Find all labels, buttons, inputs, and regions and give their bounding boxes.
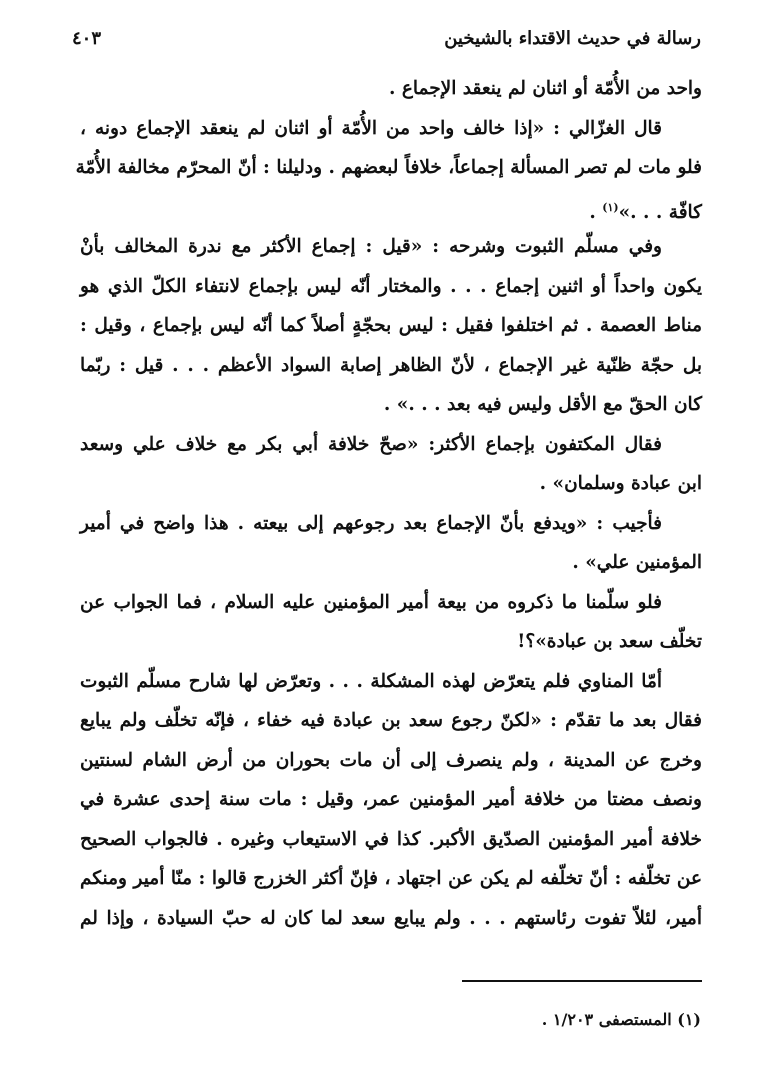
text-line: يكون واحداً أو اثنين إجماع . . . والمختار أنّه ليس بإجماع لانتفاء الكلّ الذي هو (80, 275, 702, 297)
text-line: ابن عبادة وسلمان» . (539, 473, 702, 494)
body-text (75, 69, 702, 938)
footnote-ref[interactable]: (١) (602, 200, 619, 214)
text-line: خلافة أمير المؤمنين الصدّيق الأكبر. كذا في الاستيعاب وغيره . فالجواب الصحيح (80, 828, 702, 850)
text-line: فأجيب : «ويدفع بأنّ الإجماع بعد رجوعهم إلى بيعته . هذا واضح في أمير (80, 512, 662, 534)
text-line: واحد من الأُمّة أو اثنان لم ينعقد الإجماع . (388, 78, 702, 99)
text-line: ونصف مضتا من خلافة أمير المؤمنين عمر، وقيل : مات سنة إحدى عشرة في (80, 789, 702, 810)
text-line: فلو سلّمنا ما ذكروه من بيعة أمير المؤمنين عليه السلام ، فما الجواب عن (80, 591, 662, 613)
text-segment: كافّة . . .» (618, 201, 702, 223)
text-line (80, 188, 702, 228)
text-line: عن تخلّفه : أنّ تخلّفه لم يكن عن اجتهاد ، فإنّ أكثر الخزرج قالوا : منّا أمير ومنكم (80, 868, 702, 889)
text-line: تخلّف سعد بن عبادة»؟! (517, 631, 702, 652)
text-line: فلو مات لم تصر المسألة إجماعاً، خلافاً لبعضهم . ودليلنا : أنّ المحرّم مخالفة الأُمّة (75, 157, 702, 178)
footnote-divider (462, 980, 702, 982)
text-line: أمّا المناوي فلم يتعرّض لهذه المشكلة . . . وتعرّض لها شارح مسلّم الثبوت (80, 670, 662, 692)
text-line: مناط العصمة . ثم اختلفوا فقيل : ليس بحجّةٍ أصلاً كما أنّه ليس بإجماع ، وقيل : (80, 315, 702, 336)
text-segment: . (589, 201, 603, 223)
text-line: أمير، لئلاّ تفوت رئاستهم . . . ولم يبايع سعد لما كان له حبّ السيادة ، وإذا لم (80, 907, 702, 929)
text-line: وخرج عن المدينة ، ولم ينصرف إلى أن مات بحوران من أرض الشام لسنتين (80, 749, 702, 771)
running-header-title: رسالة في حديث الاقتداء بالشيخين (444, 28, 701, 49)
text-line: كان الحقّ مع الأقل وليس فيه بعد . . .» . (383, 394, 702, 415)
text-line: فقال بعد ما تقدّم : «لكنّ رجوع سعد بن عبادة فيه خفاء ، فإنّه تخلّف ولم يبايع (80, 710, 702, 731)
text-line: وفي مسلّم الثبوت وشرحه : «قيل : إجماع الأكثر مع ندرة المخالف بأنْ (80, 236, 662, 257)
text-line: بل حجّة ظنّية غير الإجماع ، لأنّ الظاهر إصابة السواد الأعظم . . . قيل : ربّما (80, 354, 702, 376)
text-line: قال الغزّالي : «إذا خالف واحد من الأُمّة أو اثنان لم ينعقد الإجماع دونه ، (80, 117, 662, 139)
text-line: فقال المكتفون بإجماع الأكثر: «صحّ خلافة أبي بكر مع خلاف علي وسعد (80, 433, 662, 455)
footnote: (١) المستصفى ١/٢٠٣ . (541, 1010, 701, 1029)
text-line: المؤمنين علي» . (572, 552, 702, 573)
page-number: ٤٠٣ (72, 28, 102, 49)
